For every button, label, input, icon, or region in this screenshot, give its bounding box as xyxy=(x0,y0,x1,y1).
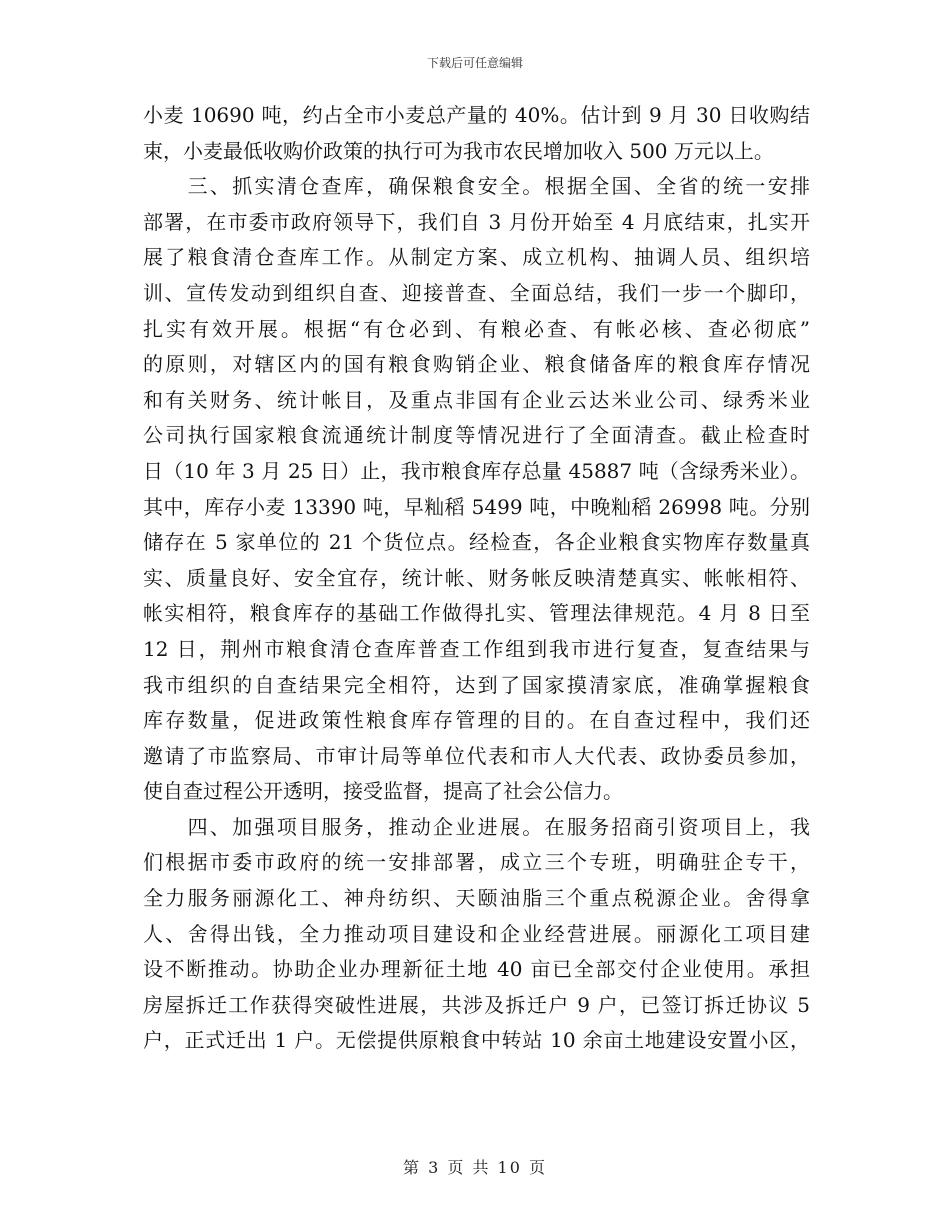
text-line: 使自查过程公开透明，接受监督，提高了社会公信力。 xyxy=(143,779,623,804)
text-line: 全力服务丽源化工、神舟纺织、天颐油脂三个重点税源企业。舍得拿 xyxy=(143,886,810,911)
page-number: 第 3 页 共 10 页 xyxy=(403,1158,547,1177)
document-body xyxy=(143,98,810,1059)
text-line: 们根据市委市政府的统一安排部署，成立三个专班，明确驻企专干， xyxy=(143,850,810,875)
text-line: 日（10 年 3 月 25 日）止，我市粮食库存总量 45887 吨（含绿秀米业）。 xyxy=(143,458,810,483)
text-line: 帐实相符，粮食库存的基础工作做得扎实、管理法律规范。4 月 8 日至 xyxy=(143,601,810,626)
text-line: 部署，在市委市政府领导下，我们自 3 月份开始至 4 月底结束，扎实开 xyxy=(143,209,810,234)
text-line: 束，小麦最低收购价政策的执行可为我市农民增加收入 500 万元以上。 xyxy=(143,138,774,163)
text-line: 其中，库存小麦 13390 吨，早籼稻 5499 吨，中晚籼稻 26998 吨。分别 xyxy=(143,494,810,519)
text-line: 人、舍得出钱，全力推动项目建设和企业经营进展。丽源化工项目建 xyxy=(143,921,810,946)
text-line: 设不断推动。协助企业办理新征土地 40 亩已全部交付企业使用。承担 xyxy=(143,957,810,982)
page-header-note: 下载后可任意编辑 xyxy=(426,56,523,70)
text-line: 训、宣传发动到组织自查、迎接普查、全面总结，我们一步一个脚印， xyxy=(143,280,810,305)
text-line: 我市组织的自查结果完全相符，达到了国家摸清家底，准确掌握粮食 xyxy=(143,672,810,697)
text-line: 公司执行国家粮食流通统计制度等情况进行了全面清查。截止检查时 xyxy=(143,423,810,448)
text-line: 实、质量良好、安全宜存，统计帐、财务帐反映清楚真实、帐帐相符、 xyxy=(143,565,810,590)
text-line: 小麦 10690 吨，约占全市小麦总产量的 40%。估计到 9 月 30 日收购结 xyxy=(143,103,810,127)
text-line: 户，正式迁出 1 户。无偿提供原粮食中转站 10 余亩土地建设安置小区， xyxy=(143,1028,810,1053)
text-line: 展了粮食清仓查库工作。从制定方案、成立机构、抽调人员、组织培 xyxy=(143,245,810,270)
text-line: 四、加强项目服务，推动企业进展。在服务招商引资项目上，我 xyxy=(143,814,810,839)
text-line: 三、抓实清仓查库，确保粮食安全。根据全国、全省的统一安排 xyxy=(143,174,810,199)
text-line: 房屋拆迁工作获得突破性进展，共涉及拆迁户 9 户，已签订拆迁协议 5 xyxy=(143,992,810,1017)
text-line: 12 日，荆州市粮食清仓查库普查工作组到我市进行复查，复查结果与 xyxy=(143,636,810,661)
text-line: 扎实有效开展。根据“有仓必到、有粮必查、有帐必核、查必彻底” xyxy=(143,316,810,341)
text-line: 邀请了市监察局、市审计局等单位代表和市人大代表、政协委员参加， xyxy=(143,743,810,768)
text-line: 储存在 5 家单位的 21 个货位点。经检查，各企业粮食实物库存数量真 xyxy=(143,530,810,555)
text-line: 的原则，对辖区内的国有粮食购销企业、粮食储备库的粮食库存情况 xyxy=(143,352,810,377)
text-line: 和有关财务、统计帐目，及重点非国有企业云达米业公司、绿秀米业 xyxy=(143,387,810,412)
text-line: 库存数量，促进政策性粮食库存管理的目的。在自查过程中，我们还 xyxy=(143,708,810,733)
